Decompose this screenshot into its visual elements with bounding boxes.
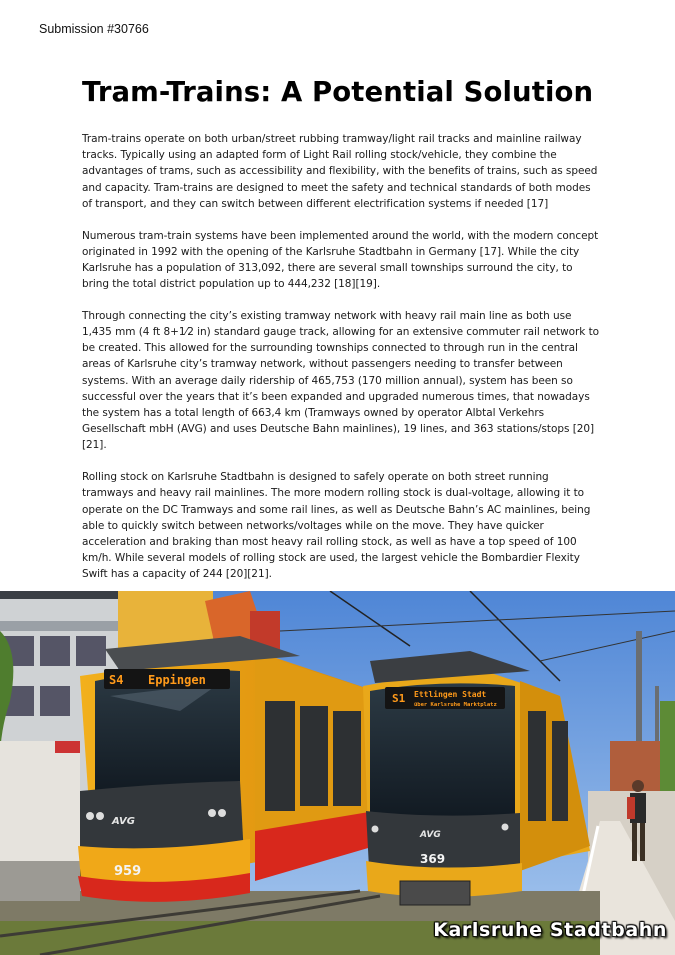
photo-caption: Karlsruhe Stadtbahn <box>433 919 667 941</box>
right-tram-destination-sub: über Karlsruhe Marktplatz <box>414 702 497 708</box>
tram-photo-illustration <box>0 591 675 955</box>
tram-photo <box>0 591 675 955</box>
paragraph-3: Through connecting the city’s existing tramway network with heavy rail main line as both use 1,435 mm (4 ft 8+1⁄2 in) standard gauge track, allowing for an extensive commuter rail network to be created. This allowed for the surrounding townships connected to through run in the central areas of Karlsruhe city’s tramway network, without passengers needing to transfer between systems. With an average daily ridership of 465,753 (170 million annual), system has been so successful over the years that it’s been expanded and upgraded numerous times, that nowadays the system has a total length of 663,4 km (Tramways owned by operator Albtal Verkehrs Gesellschaft mbH (AVG) and uses Deutsche Bahn mainlines), 19 lines, and 363 stations/stops [20][21]. <box>82 309 600 452</box>
right-tram-line: S1 <box>392 692 406 705</box>
left-tram-number: 959 <box>114 864 142 879</box>
paragraph-2: Numerous tram-train systems have been implemented around the world, with the modern concept originated in 1992 with the opening of the Karlsruhe Stadtbahn in Germany [17]. While the city Karlsruhe has a population of 313,092, there are several small townships surround the city, to bring the total district population up to 444,232 [18][19]. <box>82 229 599 291</box>
paragraph-4: Rolling stock on Karlsruhe Stadtbahn is designed to safely operate on both street running tramways and heavy rail mainlines. The more modern rolling stock is dual-voltage, allowing it to operate on the DC Tramways and some rail lines, as well as Deutsche Bahn’s AC mainlines, being able to quickly switch between networks/voltages while on the move. They have quicker acceleration and braking than most heavy rail rolling stock, as well as have a top speed of 100 km/h. While several models of rolling stock are used, the largest vehicle the Bombardier Flexity Swift has a capacity of 244 [20][21]. <box>82 471 591 581</box>
submission-label: Submission #30766 <box>39 22 149 36</box>
page-title: Tram-Trains: A Potential Solution <box>82 76 594 108</box>
left-tram-line: S4 <box>109 673 124 687</box>
right-tram-number: 369 <box>420 852 446 866</box>
paragraph-1: Tram-trains operate on both urban/street rubbing tramway/light rail tracks and mainline railway tracks. Typically using an adapted form of Light Rail rolling stock/vehicle, they combine the advantages of trams, such as accessibility and flexibility, with the benefits of trains, such as speed and capacity. Tram-trains are designed to meet the safety and technical standards of both modes of transport, and they can switch between different electrification systems if needed [17] <box>82 133 598 210</box>
right-tram-logo: AVG <box>420 830 441 840</box>
right-tram-destination: Ettlingen Stadt <box>414 690 487 699</box>
left-tram-destination: Eppingen <box>148 673 206 687</box>
left-tram-logo: AVG <box>112 816 136 827</box>
article-body <box>82 131 602 598</box>
